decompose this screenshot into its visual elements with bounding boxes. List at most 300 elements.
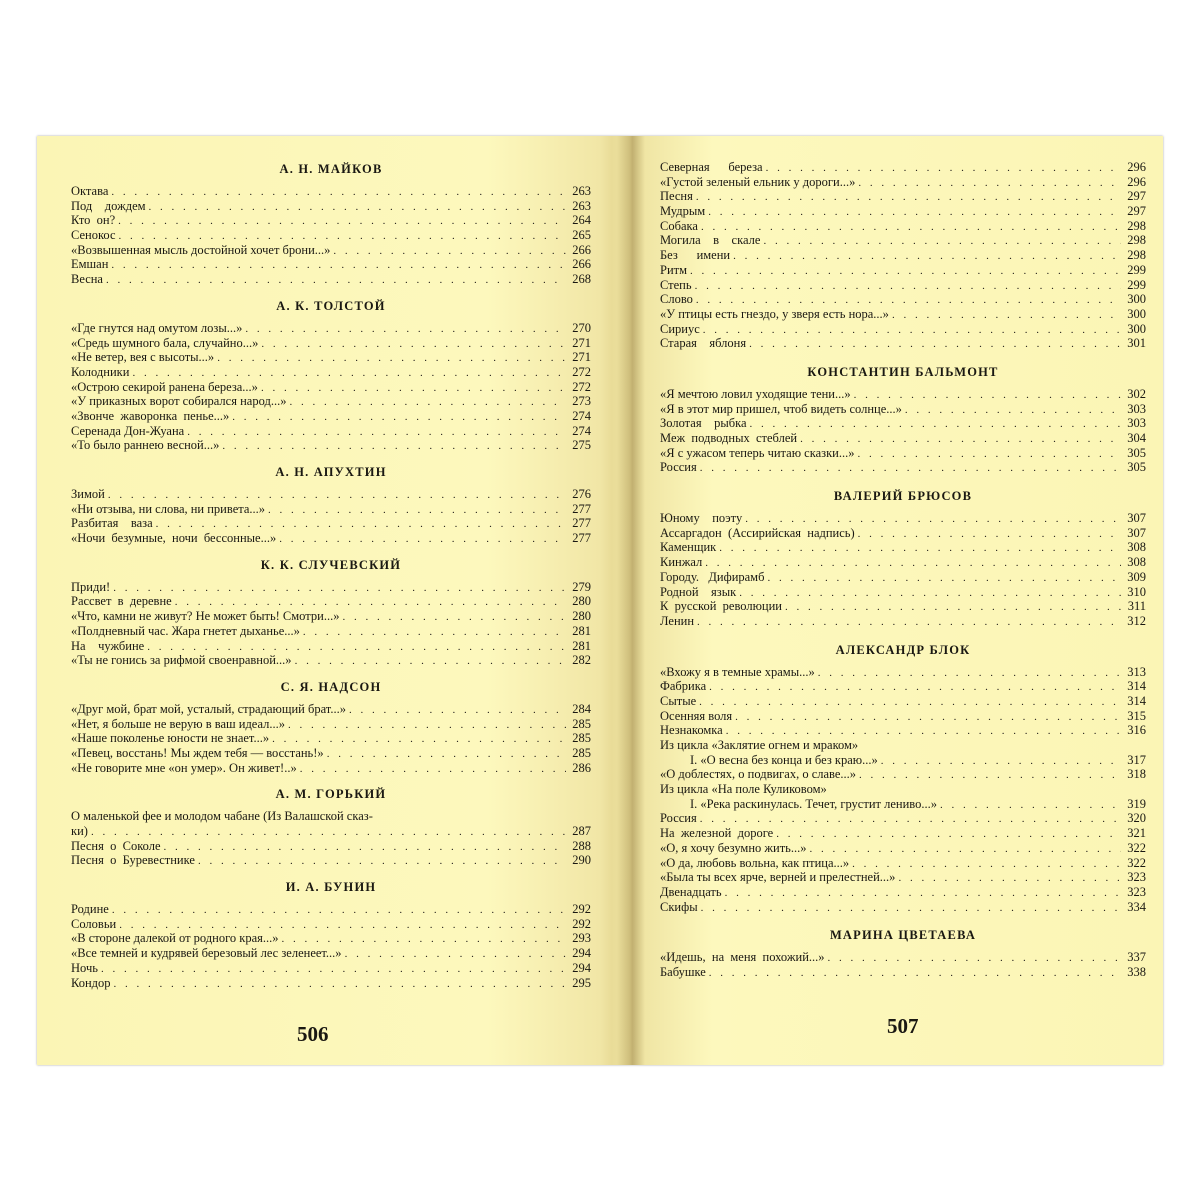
dot-leader — [854, 388, 1121, 402]
dot-leader — [164, 840, 566, 854]
entry-title: «О доблестях, о подвигах, о славе...» — [660, 767, 857, 782]
author-heading: МАРИНА ЦВЕТАЕВА — [829, 928, 977, 943]
toc-entry — [71, 946, 591, 961]
entry-page-number: 284 — [572, 701, 591, 716]
dot-leader — [733, 249, 1121, 263]
dot-leader — [300, 762, 566, 776]
dot-leader — [709, 966, 1121, 980]
entry-title: Ночь — [71, 960, 98, 975]
entry-title: Разбитая ваза — [71, 516, 153, 531]
entry-title: Соловьи — [71, 916, 117, 931]
entry-title: «Все темней и кудрявей березовый лес зеленеет...» — [71, 946, 342, 961]
entry-page-number: 318 — [1127, 767, 1146, 782]
dot-leader — [750, 417, 1121, 431]
entry-title: «Нет, я больше не верую в ваш идеал...» — [71, 716, 286, 731]
dot-leader — [198, 854, 566, 868]
entry-page-number: 305 — [1127, 460, 1146, 475]
dot-leader — [147, 640, 566, 654]
entry-title: Весна — [71, 272, 103, 287]
author-heading: А. М. ГОРЬКИЙ — [275, 787, 387, 802]
dot-leader — [101, 962, 566, 976]
toc-entry — [71, 321, 591, 336]
dot-leader — [940, 798, 1121, 812]
author-section — [71, 299, 591, 453]
toc-entry — [71, 257, 591, 272]
entry-page-number: 263 — [572, 198, 591, 213]
dot-leader — [726, 724, 1121, 738]
entry-title: «Ночи безумные, ночи бессонные...» — [71, 531, 277, 546]
entry-title: «Вхожу я в темные храмы...» — [660, 664, 815, 679]
entry-page-number: 297 — [1127, 204, 1146, 219]
dot-leader — [156, 517, 566, 531]
entry-page-number: 272 — [572, 364, 591, 379]
entry-title: Кинжал — [660, 555, 703, 570]
entry-title: Мудрым — [660, 204, 706, 219]
toc-entry — [71, 917, 591, 932]
entry-title: Юному поэту — [660, 511, 743, 526]
entry-title: Золотая рыбка — [660, 416, 747, 431]
toc-entry — [660, 826, 1146, 841]
dot-leader — [113, 581, 566, 595]
entry-page-number: 338 — [1127, 964, 1146, 979]
entry-title: «Ты не гонись за рифмой своенравной...» — [71, 653, 292, 668]
author-heading: ВАЛЕРИЙ БРЮСОВ — [833, 489, 973, 504]
toc-entry — [660, 263, 1146, 278]
dot-leader — [261, 337, 566, 351]
toc-entry — [660, 160, 1146, 175]
dot-leader — [272, 732, 566, 746]
author-section — [660, 489, 1146, 629]
dot-leader — [828, 951, 1121, 965]
author-section — [71, 880, 591, 990]
entry-page-number: 286 — [572, 760, 591, 775]
entry-page-number: 298 — [1127, 248, 1146, 263]
entry-title: «Я мечтою ловил уходящие тени...» — [660, 386, 851, 401]
toc-entry — [71, 365, 591, 380]
dot-leader — [739, 586, 1121, 600]
entry-page-number: 304 — [1127, 431, 1146, 445]
entry-page-number: 264 — [572, 213, 591, 228]
author-heading: АЛЕКСАНДР БЛОК — [835, 642, 971, 657]
toc-entry — [71, 609, 591, 624]
entry-title: Колодники — [71, 364, 130, 379]
page-number-right: 507 — [887, 1014, 919, 1038]
entry-title: ки) — [71, 824, 88, 838]
right-page — [660, 160, 1146, 980]
entry-title: «Полдневный час. Жара гнетет дыханье...» — [71, 623, 300, 638]
toc-entry — [660, 950, 1146, 965]
entry-page-number: 305 — [1127, 445, 1146, 460]
toc-entry — [71, 976, 591, 991]
author-heading: К. К. СЛУЧЕВСКИЙ — [260, 557, 402, 572]
entry-page-number: 316 — [1127, 723, 1146, 738]
entry-title: Из цикла «На поле Куликовом» — [660, 782, 827, 797]
entry-page-number: 288 — [572, 838, 591, 853]
dot-leader — [222, 439, 566, 453]
entry-page-number: 274 — [572, 408, 591, 423]
entry-page-number: 323 — [1127, 884, 1146, 899]
entry-page-number: 302 — [1127, 386, 1146, 401]
entry-page-number: 276 — [572, 487, 591, 501]
entry-title: Родной язык — [660, 584, 737, 599]
entry-title: Фабрика — [660, 679, 707, 694]
dot-leader — [349, 703, 566, 717]
entry-page-number: 294 — [572, 960, 591, 975]
toc-entry — [71, 624, 591, 639]
dot-leader — [776, 827, 1121, 841]
entry-page-number: 303 — [1127, 416, 1146, 431]
author-section — [660, 928, 1146, 979]
dot-leader — [859, 768, 1121, 782]
entry-title: «Наше поколенье юности не знает...» — [71, 731, 270, 746]
entry-title: Незнакомка — [660, 723, 723, 738]
entry-page-number: 334 — [1127, 899, 1146, 914]
dot-leader — [766, 161, 1121, 175]
toc-entry — [71, 184, 591, 199]
entry-page-number: 293 — [572, 931, 591, 946]
entry-page-number: 299 — [1127, 277, 1146, 292]
toc-entry — [71, 272, 591, 287]
entry-title: «Идешь, на меня похожий...» — [660, 950, 825, 965]
entry-title: «В стороне далекой от родного края...» — [71, 931, 279, 946]
entry-page-number: 265 — [572, 228, 591, 243]
entry-title: Ритм — [660, 262, 688, 277]
toc-entry — [71, 580, 591, 595]
dot-leader — [749, 337, 1121, 351]
entry-title: Северная береза — [660, 160, 763, 174]
toc-entry — [660, 204, 1146, 219]
dot-leader — [118, 214, 566, 228]
author-section — [660, 643, 1146, 915]
dot-leader — [690, 264, 1121, 278]
entry-title: Серенада Дон-Жуана — [71, 423, 185, 438]
toc-entry — [660, 336, 1146, 351]
entry-page-number: 300 — [1127, 321, 1146, 336]
toc-entry — [660, 431, 1146, 446]
entry-title: «Не ветер, вея с высоты...» — [71, 350, 215, 365]
author-section — [660, 160, 1146, 351]
entry-page-number: 300 — [1127, 292, 1146, 307]
entry-title: «Острою секирой ранена береза...» — [71, 379, 258, 394]
dot-leader — [111, 258, 566, 272]
dot-leader — [701, 901, 1121, 915]
dot-leader — [108, 488, 566, 502]
entry-page-number: 311 — [1127, 599, 1146, 614]
toc-entry — [71, 746, 591, 761]
toc-entry — [660, 665, 1146, 680]
dot-leader — [111, 185, 566, 199]
entry-page-number: 277 — [572, 516, 591, 531]
toc-entry — [71, 902, 591, 917]
entry-title: К русской революции — [660, 599, 782, 614]
dot-leader — [852, 857, 1121, 871]
toc-entry — [660, 841, 1146, 856]
entry-title: «О, я хочу безумно жить...» — [660, 840, 807, 855]
toc-entry — [71, 516, 591, 531]
entry-page-number: 315 — [1127, 708, 1146, 723]
toc-entry — [660, 599, 1146, 614]
author-section — [71, 787, 591, 868]
dot-leader — [303, 625, 566, 639]
dot-leader — [149, 200, 566, 214]
dot-leader — [858, 176, 1121, 190]
toc-entry — [660, 723, 1146, 738]
entry-title: «Я в этот мир пришел, чтоб видеть солнце...» — [660, 401, 902, 416]
entry-page-number: 270 — [572, 320, 591, 335]
toc-entry — [71, 717, 591, 732]
toc-entry — [660, 555, 1146, 570]
entry-title: «У птицы есть гнездо, у зверя есть нора...» — [660, 306, 889, 321]
dot-leader — [175, 595, 566, 609]
toc-entry — [660, 387, 1146, 402]
entry-page-number: 307 — [1127, 525, 1146, 540]
entry-title: Рассвет в деревне — [71, 594, 172, 609]
entry-page-number: 285 — [572, 745, 591, 760]
toc-entry — [71, 594, 591, 609]
dot-leader — [858, 527, 1121, 541]
entry-page-number: 317 — [1127, 752, 1146, 767]
entry-title: Октава — [71, 184, 109, 198]
dot-leader — [132, 366, 566, 380]
entry-page-number: 271 — [572, 335, 591, 350]
author-heading: КОНСТАНТИН БАЛЬМОНТ — [807, 364, 999, 379]
dot-leader — [289, 395, 566, 409]
entry-title: Слово — [660, 292, 693, 307]
dot-leader — [119, 229, 566, 243]
entry-title: I. «Река раскинулась. Течет, грустит лениво...» — [690, 796, 937, 811]
toc-entry — [660, 307, 1146, 322]
toc-entry — [71, 380, 591, 395]
dot-leader — [700, 812, 1121, 826]
dot-leader — [719, 541, 1121, 555]
left-page — [71, 162, 591, 990]
author-section — [660, 365, 1146, 475]
entry-page-number: 321 — [1127, 826, 1146, 841]
entry-page-number: 268 — [572, 272, 591, 287]
entry-title: «Средь шумного бала, случайно...» — [71, 335, 259, 350]
toc-entry — [71, 731, 591, 746]
author-section — [71, 465, 591, 546]
dot-leader — [295, 654, 566, 668]
entry-page-number: 307 — [1127, 511, 1146, 526]
dot-leader — [725, 886, 1121, 900]
dot-leader — [857, 447, 1121, 461]
book-gutter — [617, 136, 645, 1065]
entry-page-number: 271 — [572, 350, 591, 365]
entry-page-number: 277 — [572, 531, 591, 546]
toc-entry — [660, 570, 1146, 585]
entry-page-number: 285 — [572, 731, 591, 746]
entry-page-number: 294 — [572, 946, 591, 961]
entry-title: «Ни отзыва, ни слова, ни привета...» — [71, 501, 266, 516]
entry-page-number: 282 — [572, 653, 591, 668]
entry-title: «Друг мой, брат мой, усталый, страдающий брат...» — [71, 701, 346, 716]
toc-entry — [660, 797, 1146, 812]
entry-page-number: 287 — [572, 824, 591, 838]
toc-entry — [71, 653, 591, 668]
entry-title: «Я с ужасом теперь читаю сказки...» — [660, 445, 855, 460]
entry-page-number: 298 — [1127, 218, 1146, 233]
entry-title: Скифы — [660, 899, 698, 914]
toc-entry — [660, 446, 1146, 461]
entry-title: Емшан — [71, 257, 109, 272]
entry-page-number: 266 — [572, 242, 591, 257]
toc-entry — [71, 424, 591, 439]
dot-leader — [735, 710, 1121, 724]
entry-title: О маленькой фее и молодом чабане (Из Валашской сказ- — [71, 809, 373, 824]
toc-entry — [71, 336, 591, 351]
toc-entry — [71, 350, 591, 365]
entry-page-number: 322 — [1127, 855, 1146, 870]
toc-entry — [660, 753, 1146, 768]
entry-page-number: 285 — [572, 716, 591, 731]
author-heading: С. Я. НАДСОН — [280, 679, 382, 694]
entry-title: Сытые — [660, 693, 697, 708]
dot-leader — [333, 244, 566, 258]
toc-entry — [71, 531, 591, 546]
dot-leader — [892, 308, 1121, 322]
entry-page-number: 296 — [1127, 160, 1146, 174]
dot-leader — [881, 754, 1121, 768]
entry-page-number: 322 — [1127, 840, 1146, 855]
entry-title: «У приказных ворот собирался народ...» — [71, 394, 287, 409]
entry-page-number: 337 — [1127, 950, 1146, 965]
entry-title: «Не говорите мне «он умер». Он живет!..» — [71, 760, 297, 775]
entry-title: I. «О весна без конца и без краю...» — [690, 752, 878, 767]
toc-entry — [660, 738, 1146, 753]
entry-title: «О да, любовь вольна, как птица...» — [660, 855, 850, 870]
toc-entry — [71, 213, 591, 228]
entry-title: «Что, камни не живут? Не может быть! Смотри...» — [71, 609, 340, 624]
toc-entry — [660, 233, 1146, 248]
toc-entry — [660, 694, 1146, 709]
toc-entry — [71, 243, 591, 258]
toc-entry — [660, 900, 1146, 915]
author-section — [71, 680, 591, 775]
entry-title: Родине — [71, 902, 109, 917]
entry-page-number: 263 — [572, 184, 591, 198]
entry-page-number: 323 — [1127, 870, 1146, 885]
entry-title: «То было раннею весной...» — [71, 438, 220, 453]
entry-title: Без имени — [660, 248, 731, 263]
toc-entry — [71, 438, 591, 453]
toc-entry — [71, 502, 591, 517]
dot-leader — [268, 503, 566, 517]
dot-leader — [114, 977, 566, 991]
entry-title: «Где гнутся над омутом лозы...» — [71, 320, 243, 335]
dot-leader — [106, 273, 566, 287]
entry-title: Степь — [660, 277, 692, 292]
entry-title: Кондор — [71, 975, 111, 990]
entry-title: На чужбине — [71, 638, 145, 653]
toc-entry — [660, 511, 1146, 526]
entry-title: Песня о Соколе — [71, 838, 161, 853]
entry-title: «Звонче жаворонка пенье...» — [71, 408, 230, 423]
toc-entry — [71, 853, 591, 868]
entry-title: Двенадцать — [660, 884, 722, 899]
dot-leader — [288, 718, 566, 732]
toc-entry — [660, 585, 1146, 600]
toc-entry — [660, 540, 1146, 555]
entry-page-number: 275 — [572, 438, 591, 453]
toc-entry — [71, 487, 591, 502]
entry-page-number: 299 — [1127, 262, 1146, 277]
toc-entry — [71, 809, 591, 824]
toc-entry — [660, 965, 1146, 980]
entry-title: Каменщик — [660, 540, 717, 555]
entry-page-number: 313 — [1127, 664, 1146, 679]
entry-page-number: 266 — [572, 257, 591, 272]
dot-leader — [345, 947, 566, 961]
entry-page-number: 272 — [572, 379, 591, 394]
entry-page-number: 273 — [572, 394, 591, 409]
toc-entry — [660, 402, 1146, 417]
entry-page-number: 297 — [1127, 189, 1146, 204]
author-heading: А. Н. МАЙКОВ — [279, 162, 383, 176]
entry-page-number: 309 — [1127, 569, 1146, 584]
author-heading: А. К. ТОЛСТОЙ — [276, 298, 386, 313]
dot-leader — [810, 842, 1121, 856]
toc-entry — [660, 679, 1146, 694]
book-spread — [37, 136, 1163, 1065]
dot-leader — [818, 666, 1121, 680]
entry-page-number: 292 — [572, 916, 591, 931]
toc-entry — [660, 278, 1146, 293]
entry-title: Осенняя воля — [660, 708, 733, 723]
toc-entry — [71, 639, 591, 654]
entry-title: Россия — [660, 460, 697, 475]
entry-title: Сириус — [660, 321, 700, 336]
entry-page-number: 280 — [572, 609, 591, 624]
toc-entry — [660, 322, 1146, 337]
entry-title: Зимой — [71, 487, 105, 501]
author-section — [71, 162, 591, 287]
dot-leader — [767, 571, 1121, 585]
dot-leader — [708, 205, 1121, 219]
entry-page-number: 308 — [1127, 555, 1146, 570]
author-heading: И. А. БУНИН — [285, 880, 377, 895]
toc-entry — [660, 526, 1146, 541]
dot-leader — [699, 695, 1121, 709]
toc-entry — [660, 709, 1146, 724]
entry-page-number: 292 — [572, 902, 591, 917]
toc-entry — [660, 416, 1146, 431]
dot-leader — [905, 403, 1121, 417]
dot-leader — [785, 600, 1121, 614]
entry-page-number: 319 — [1127, 796, 1146, 811]
toc-entry — [660, 767, 1146, 782]
entry-title: Ассаргадон (Ассирийская надпись) — [660, 525, 855, 540]
toc-entry — [660, 219, 1146, 234]
toc-entry — [71, 961, 591, 976]
entry-page-number: 298 — [1127, 233, 1146, 248]
entry-page-number: 279 — [572, 579, 591, 594]
entry-page-number: 314 — [1127, 679, 1146, 694]
toc-entry — [660, 870, 1146, 885]
entry-page-number: 303 — [1127, 401, 1146, 416]
entry-title: «Возвышенная мысль достойной хочет брони...» — [71, 242, 331, 257]
entry-title: Городу. Дифирамб — [660, 569, 765, 584]
entry-title: Старая яблоня — [660, 336, 747, 351]
entry-title: Песня о Буревестнике — [71, 853, 195, 868]
dot-leader — [700, 461, 1121, 475]
toc-entry — [71, 199, 591, 214]
dot-leader — [695, 279, 1121, 293]
dot-leader — [705, 556, 1121, 570]
toc-entry — [660, 811, 1146, 826]
entry-title: Собака — [660, 218, 698, 233]
entry-page-number: 300 — [1127, 306, 1146, 321]
